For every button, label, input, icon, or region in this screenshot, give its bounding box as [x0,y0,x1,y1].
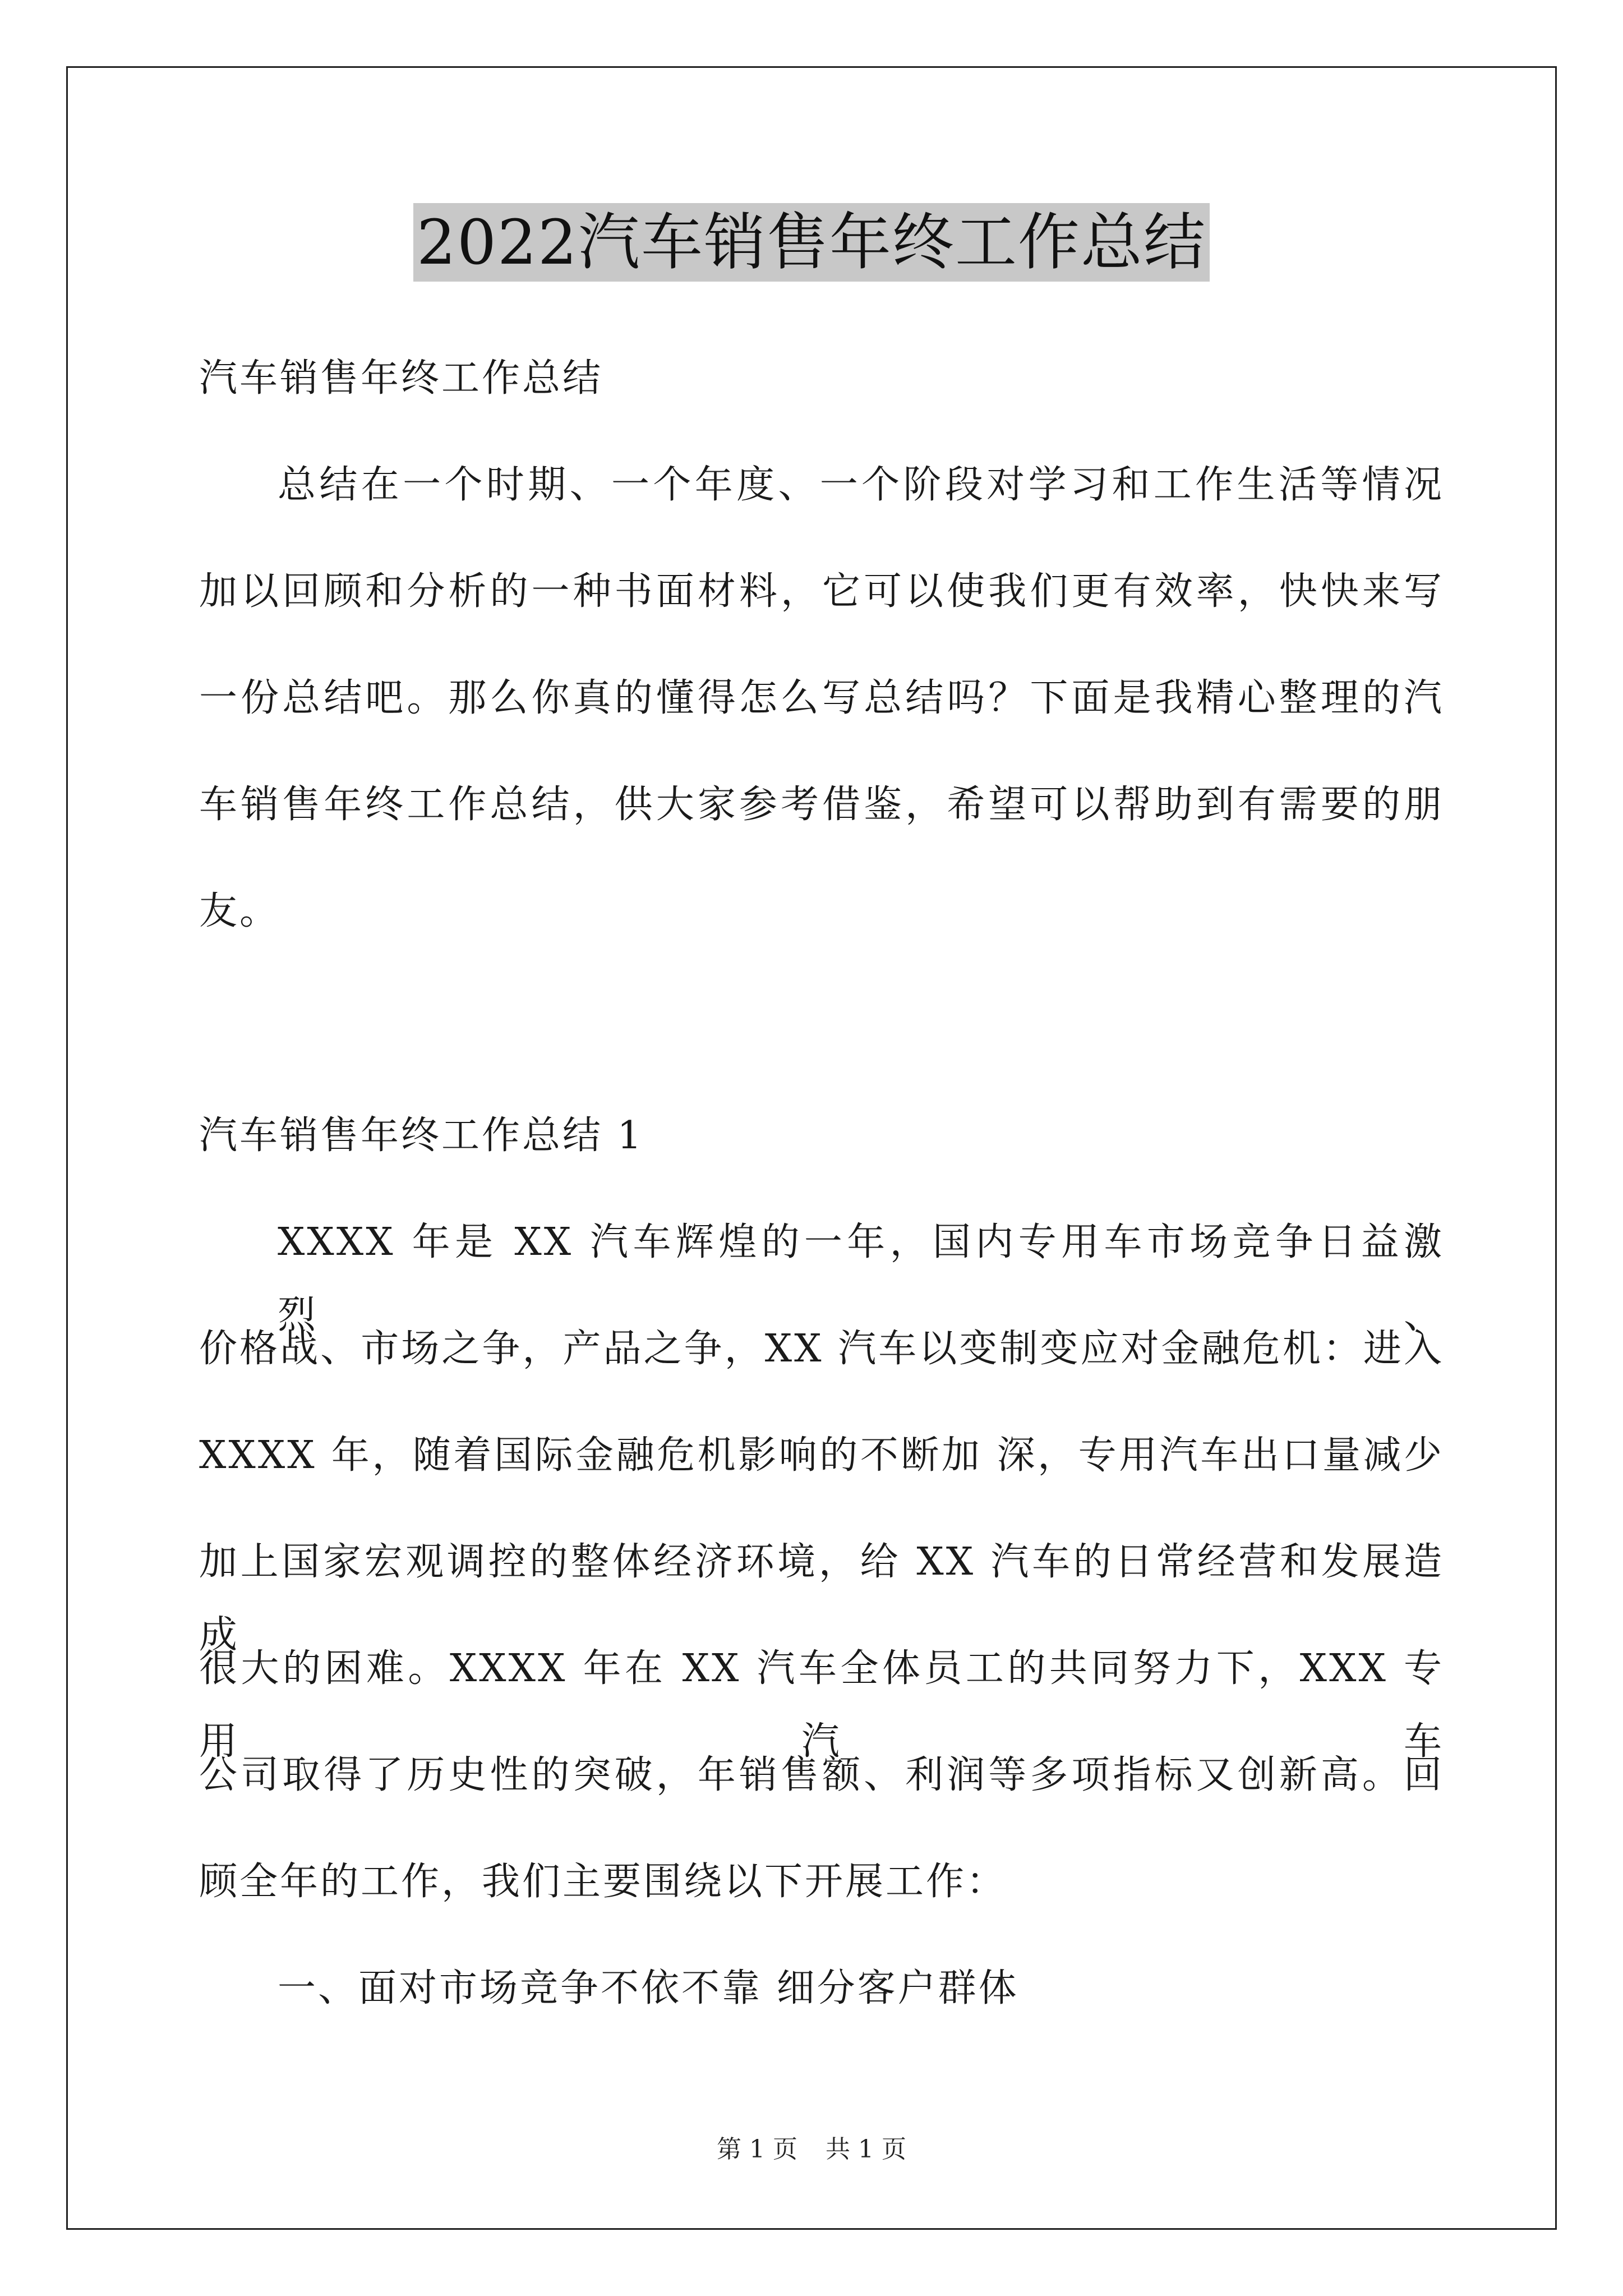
section-gap [199,982,1444,1099]
section1-line-1: XXXX 年是 XX 汽车辉煌的一年，国内专用车市场竞争日益激烈、 [278,1220,1444,1337]
intro-line-2: 加以回顾和分析的一种书面材料，它可以使我们更有效率，快快来写 [199,569,1444,614]
page-footer [0,2129,1623,2165]
document-title: 2022汽车销售年终工作总结 [413,203,1210,282]
title-container [0,203,1623,282]
section1-line-7: 顾全年的工作，我们主要围绕以下开展工作： [199,1860,1007,1904]
intro-line-1: 总结在一个时期、一个年度、一个阶段对学习和工作生活等情况 [278,463,1444,507]
page-number-current: 第 1 页 [717,2135,797,2164]
section1-line-4: 加上国家宏观调控的整体经济环境，给 XX 汽车的日常经营和发展造成 [199,1540,1444,1657]
section1-line-2: 价格战、市场之争，产品之争，XX 汽车以变制变应对金融危机：进入 [199,1327,1444,1371]
section1-line-5: 很大的困难。XXXX 年在 XX 汽车全体员工的共同努力下，XXX 专用汽车 [199,1646,1444,1764]
section1-line-3: XXXX 年，随着国际金融危机影响的不断加 深，专用汽车出口量减少 [199,1433,1444,1478]
section1-line-6: 公司取得了历史性的突破，年销售额、利润等多项指标又创新高。回 [199,1753,1444,1797]
page-number-total: 共 1 页 [826,2135,906,2164]
point-heading-1: 一、面对市场竞争不依不靠 细分客户群体 [278,1966,1019,2010]
document-body [199,342,1444,2059]
intro-line-5: 友。 [199,889,280,933]
subtitle: 汽车销售年终工作总结 [199,356,603,401]
section1-heading: 汽车销售年终工作总结 1 [199,1114,644,1158]
intro-line-4: 车销售年终工作总结，供大家参考借鉴，希望可以帮助到有需要的朋 [199,783,1444,827]
intro-line-3: 一份总结吧。那么你真的懂得怎么写总结吗？下面是我精心整理的汽 [199,676,1444,720]
